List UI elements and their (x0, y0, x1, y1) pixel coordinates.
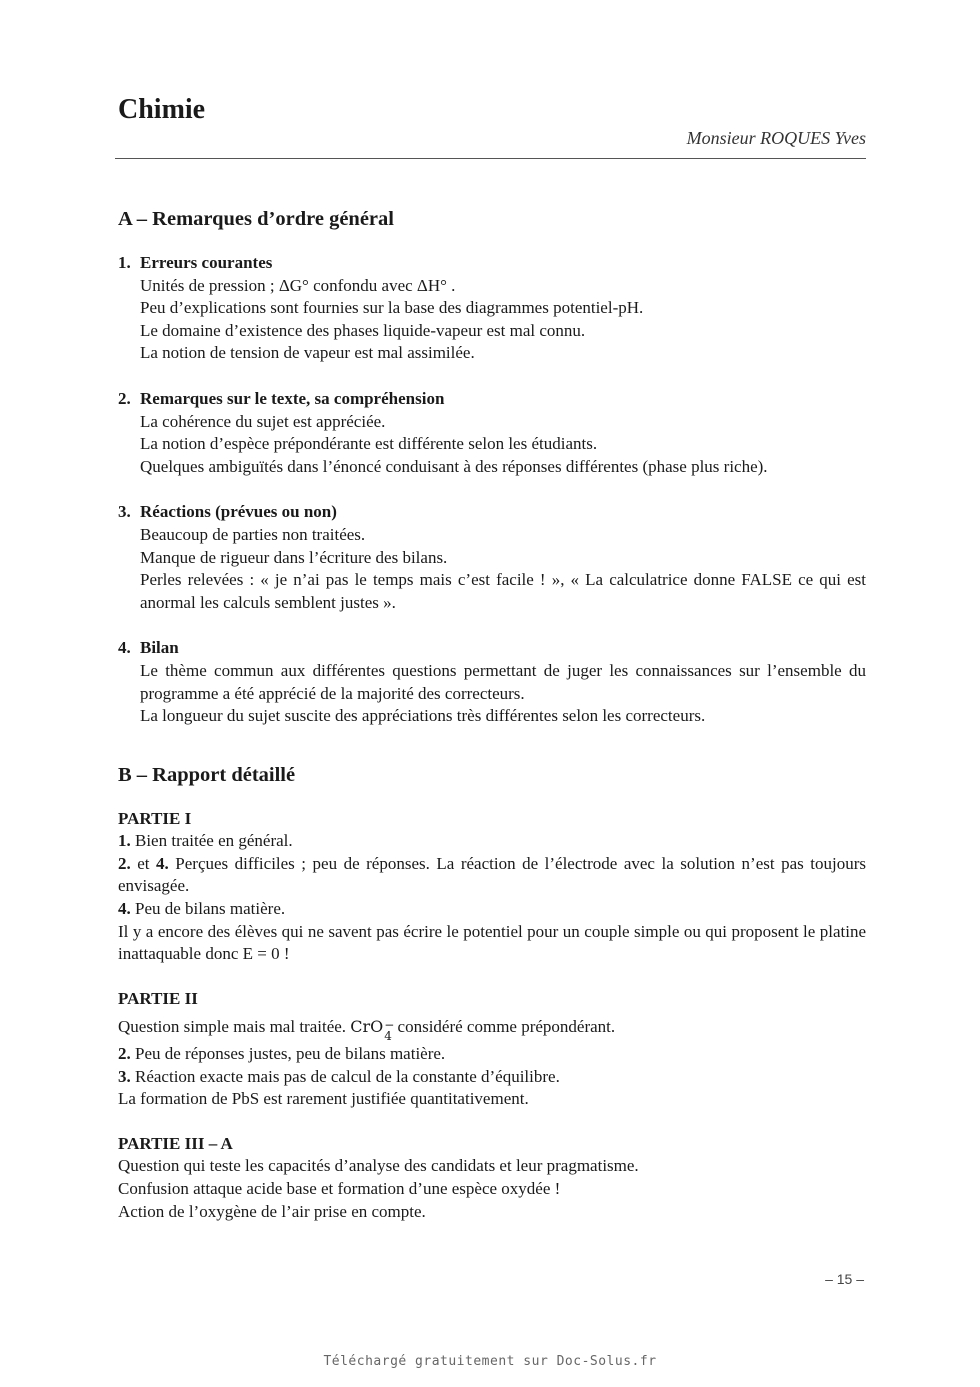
item-remarques-texte (118, 388, 866, 478)
part-line: Confusion attaque acide base et formation d’une espèce oxydée ! (118, 1179, 561, 1198)
item-title: Erreurs courantes (140, 253, 273, 272)
item-line: La cohérence du sujet est appréciée. (140, 411, 386, 431)
header-divider (115, 158, 866, 159)
item-title: Réactions (prévues ou non) (140, 502, 337, 522)
part-line: Réaction exacte mais pas de calcul de la constante d’équilibre. (130, 1066, 560, 1086)
partie-3a (118, 1133, 866, 1223)
author-name: Monsieur ROQUES Yves (686, 128, 866, 148)
item-bilan (118, 637, 866, 727)
part-line: Question simple mais mal traitée. (118, 1017, 351, 1037)
formula-charge: − (384, 1018, 395, 1033)
item-number: 3. (118, 502, 131, 522)
line-number: 1. (118, 831, 131, 851)
line-number: 4. (118, 899, 131, 919)
item-number: 4. (118, 638, 131, 658)
part-line: Peu de réponses justes, peu de bilans matière. (130, 1044, 446, 1064)
part-line: Il y a encore des élèves qui ne savent pas écrire le potentiel pour un couple simple ou qui proposent le platine inattaquable donc E = 0 ! (118, 921, 866, 964)
item-reactions (118, 501, 866, 614)
item-line: Peu d’explications sont fournies sur la base des diagrammes potentiel-pH. (140, 298, 644, 318)
download-footer: Téléchargé gratuitement sur Doc-Solus.fr (323, 1354, 657, 1369)
part-line: Question qui teste les capacités d’analyse des candidats et leur pragmatisme. (118, 1156, 639, 1176)
partie-1 (118, 808, 866, 966)
part-title: PARTIE II (118, 988, 198, 1008)
item-line: Le thème commun aux différentes questions permettant de juger les connaissances sur l’ensemble du programme a été apprécié de la majorité des correcteurs. (140, 660, 866, 703)
line-number: 2. (118, 1044, 131, 1064)
page-title: Chimie (118, 94, 206, 125)
item-line: Beaucoup de parties non traitées. (140, 524, 366, 544)
item-line: La notion de tension de vapeur est mal assimilée. (140, 343, 475, 363)
item-line: Perles relevées : « je n’ai pas le temps mais c’est facile ! », « La calculatrice donne FALSE ce qui est anormal les calculs semblent justes ». (140, 570, 866, 612)
conjunction: et (130, 853, 157, 873)
document-body (118, 206, 866, 1245)
part-line: considéré comme prépondérant. (393, 1017, 616, 1037)
item-number: 2. (118, 388, 131, 408)
item-title: Remarques sur le texte, sa compréhension (140, 388, 445, 408)
line-number: 3. (118, 1066, 131, 1086)
item-line: La notion d’espèce prépondérante est différente selon les étudiants. (140, 434, 598, 454)
item-number: 1. (118, 253, 131, 272)
item-erreurs-courantes (118, 252, 866, 365)
line-number: 4. (156, 853, 169, 873)
part-line: La formation de PbS est rarement justifiée quantitativement. (118, 1089, 529, 1109)
part-line: Perçues difficiles ; peu de réponses. La réaction de l’électrode avec la solution n’est pas toujours envisagée. (118, 853, 866, 896)
section-b-heading: B – Rapport détaillé (118, 763, 296, 786)
formula-index: 4 (384, 1029, 392, 1044)
formula-base: CrO (350, 1017, 384, 1037)
partie-2 (118, 988, 866, 1111)
section-a-heading: A – Remarques d’ordre général (118, 208, 394, 230)
item-line: La longueur du sujet suscite des appréciations très différentes selon les correcteurs. (140, 706, 706, 726)
item-line: Unités de pression ; ΔG° confondu avec ΔH° . (140, 275, 456, 295)
item-line: Quelques ambiguïtés dans l’énoncé conduisant à des réponses différentes (phase plus riche). (140, 456, 768, 476)
page-number: – 15 – (825, 1271, 864, 1287)
part-line: Bien traitée en général. (130, 831, 293, 851)
chem-formula (350, 1017, 395, 1044)
item-line: Le domaine d’existence des phases liquide-vapeur est mal connu. (140, 320, 586, 340)
part-line: Action de l’oxygène de l’air prise en compte. (118, 1201, 426, 1221)
item-title: Bilan (140, 638, 179, 658)
part-title: PARTIE III – A (118, 1133, 233, 1153)
line-number: 2. (118, 853, 131, 873)
part-title: PARTIE I (118, 808, 192, 828)
item-line: Manque de rigueur dans l’écriture des bilans. (140, 547, 448, 567)
part-line: Peu de bilans matière. (130, 899, 286, 919)
